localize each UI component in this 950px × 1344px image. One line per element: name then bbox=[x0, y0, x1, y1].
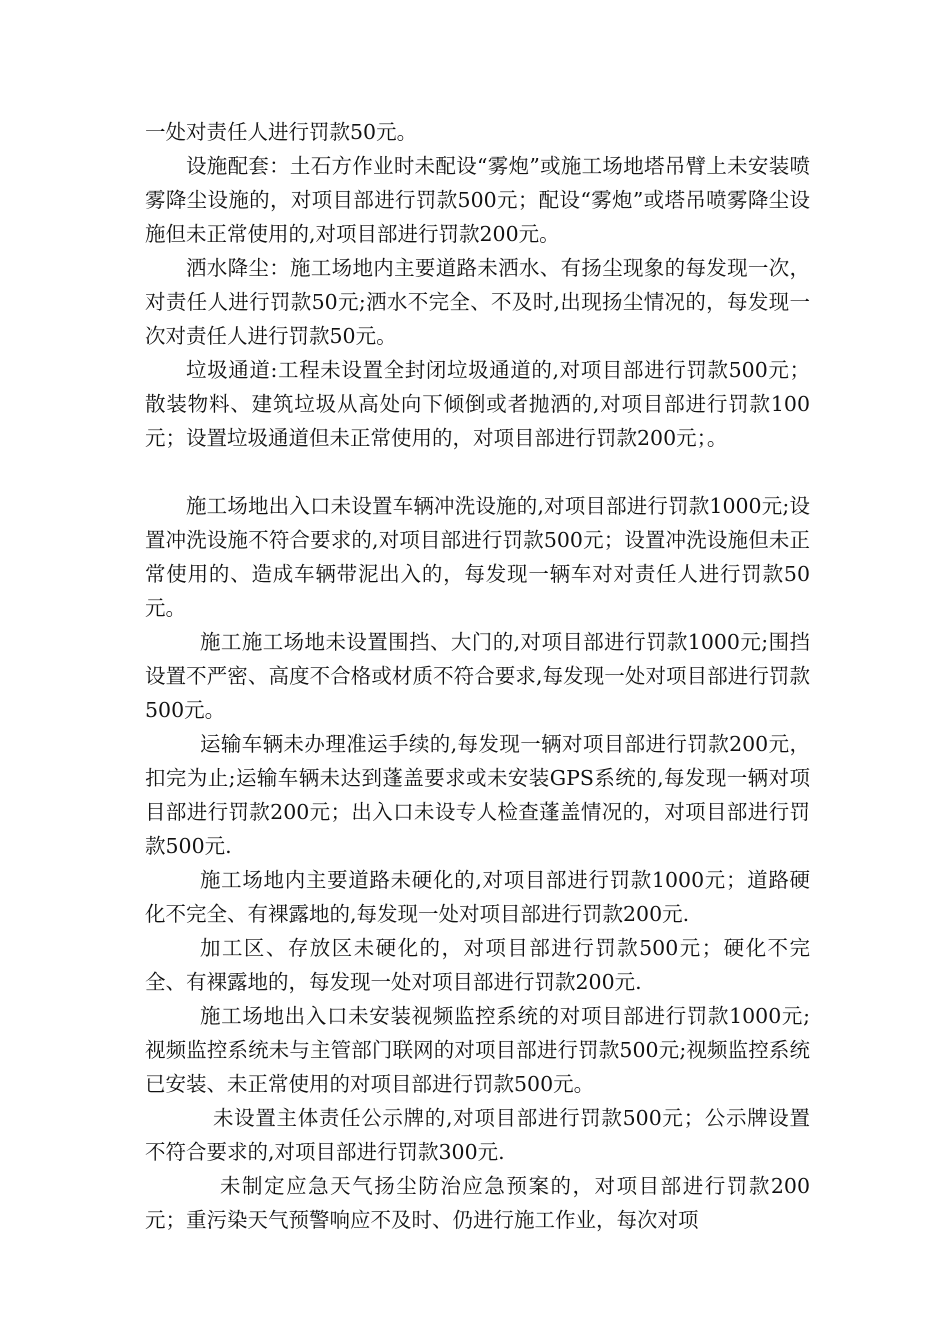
paragraph-9: 加工区、存放区未硬化的，对项目部进行罚款500元；硬化不完全、有裸露地的，每发现一处对项目部进行罚款200元. bbox=[145, 936, 810, 994]
paragraph-7: 运输车辆未办理准运手续的,每发现一辆对项目部进行罚款200元，扣完为止;运输车辆未达到蓬盖要求或未安装GPS系统的,每发现一辆对项目部进行罚款200元；出入口未设专人检查蓬盖情况的，对项目部进行罚款500元. bbox=[145, 732, 810, 858]
paragraph-5: 施工场地出入口未设置车辆冲洗设施的,对项目部进行罚款1000元;设置冲洗设施不符合要求的,对项目部进行罚款500元；设置冲洗设施但未正常使用的、造成车辆带泥出入的，每发现一辆车对对责任人进行罚款50元。 bbox=[145, 494, 810, 620]
paragraph-6: 施工施工场地未设置围挡、大门的,对项目部进行罚款1000元;围挡设置不严密、高度不合格或材质不符合要求,每发现一处对项目部进行罚款500元。 bbox=[145, 630, 810, 722]
paragraph-12: 未制定应急天气扬尘防治应急预案的，对项目部进行罚款200元；重污染天气预警响应不及时、仍进行施工作业，每次对项 bbox=[145, 1174, 810, 1232]
paragraph-3: 洒水降尘：施工场地内主要道路未洒水、有扬尘现象的每发现一次，对责任人进行罚款50元;洒水不完全、不及时,出现扬尘情况的，每发现一次对责任人进行罚款50元。 bbox=[145, 256, 810, 348]
paragraph-1: 一处对责任人进行罚款50元。 bbox=[145, 120, 418, 144]
paragraph-8: 施工场地内主要道路未硬化的,对项目部进行罚款1000元；道路硬化不完全、有裸露地的,每发现一处对项目部进行罚款200元. bbox=[145, 868, 810, 926]
paragraph-4: 垃圾通道:工程未设置全封闭垃圾通道的,对项目部进行罚款500元；散装物料、建筑垃圾从高处向下倾倒或者抛洒的,对项目部进行罚款100元；设置垃圾通道但未正常使用的，对项目部进行罚款200元；。 bbox=[145, 358, 810, 450]
paragraph-11: 未设置主体责任公示牌的,对项目部进行罚款500元；公示牌设置不符合要求的,对项目部进行罚款300元. bbox=[145, 1106, 810, 1164]
paragraph-2: 设施配套：土石方作业时未配设“雾炮”或施工场地塔吊臂上未安装喷雾降尘设施的，对项目部进行罚款500元；配设“雾炮”或塔吊喷雾降尘设施但未正常使用的,对项目部进行罚款200元。 bbox=[145, 154, 810, 246]
paragraph-10: 施工场地出入口未安装视频监控系统的对项目部进行罚款1000元;视频监控系统未与主管部门联网的对项目部进行罚款500元;视频监控系统已安装、未正常使用的对项目部进行罚款500元。 bbox=[145, 1004, 810, 1096]
